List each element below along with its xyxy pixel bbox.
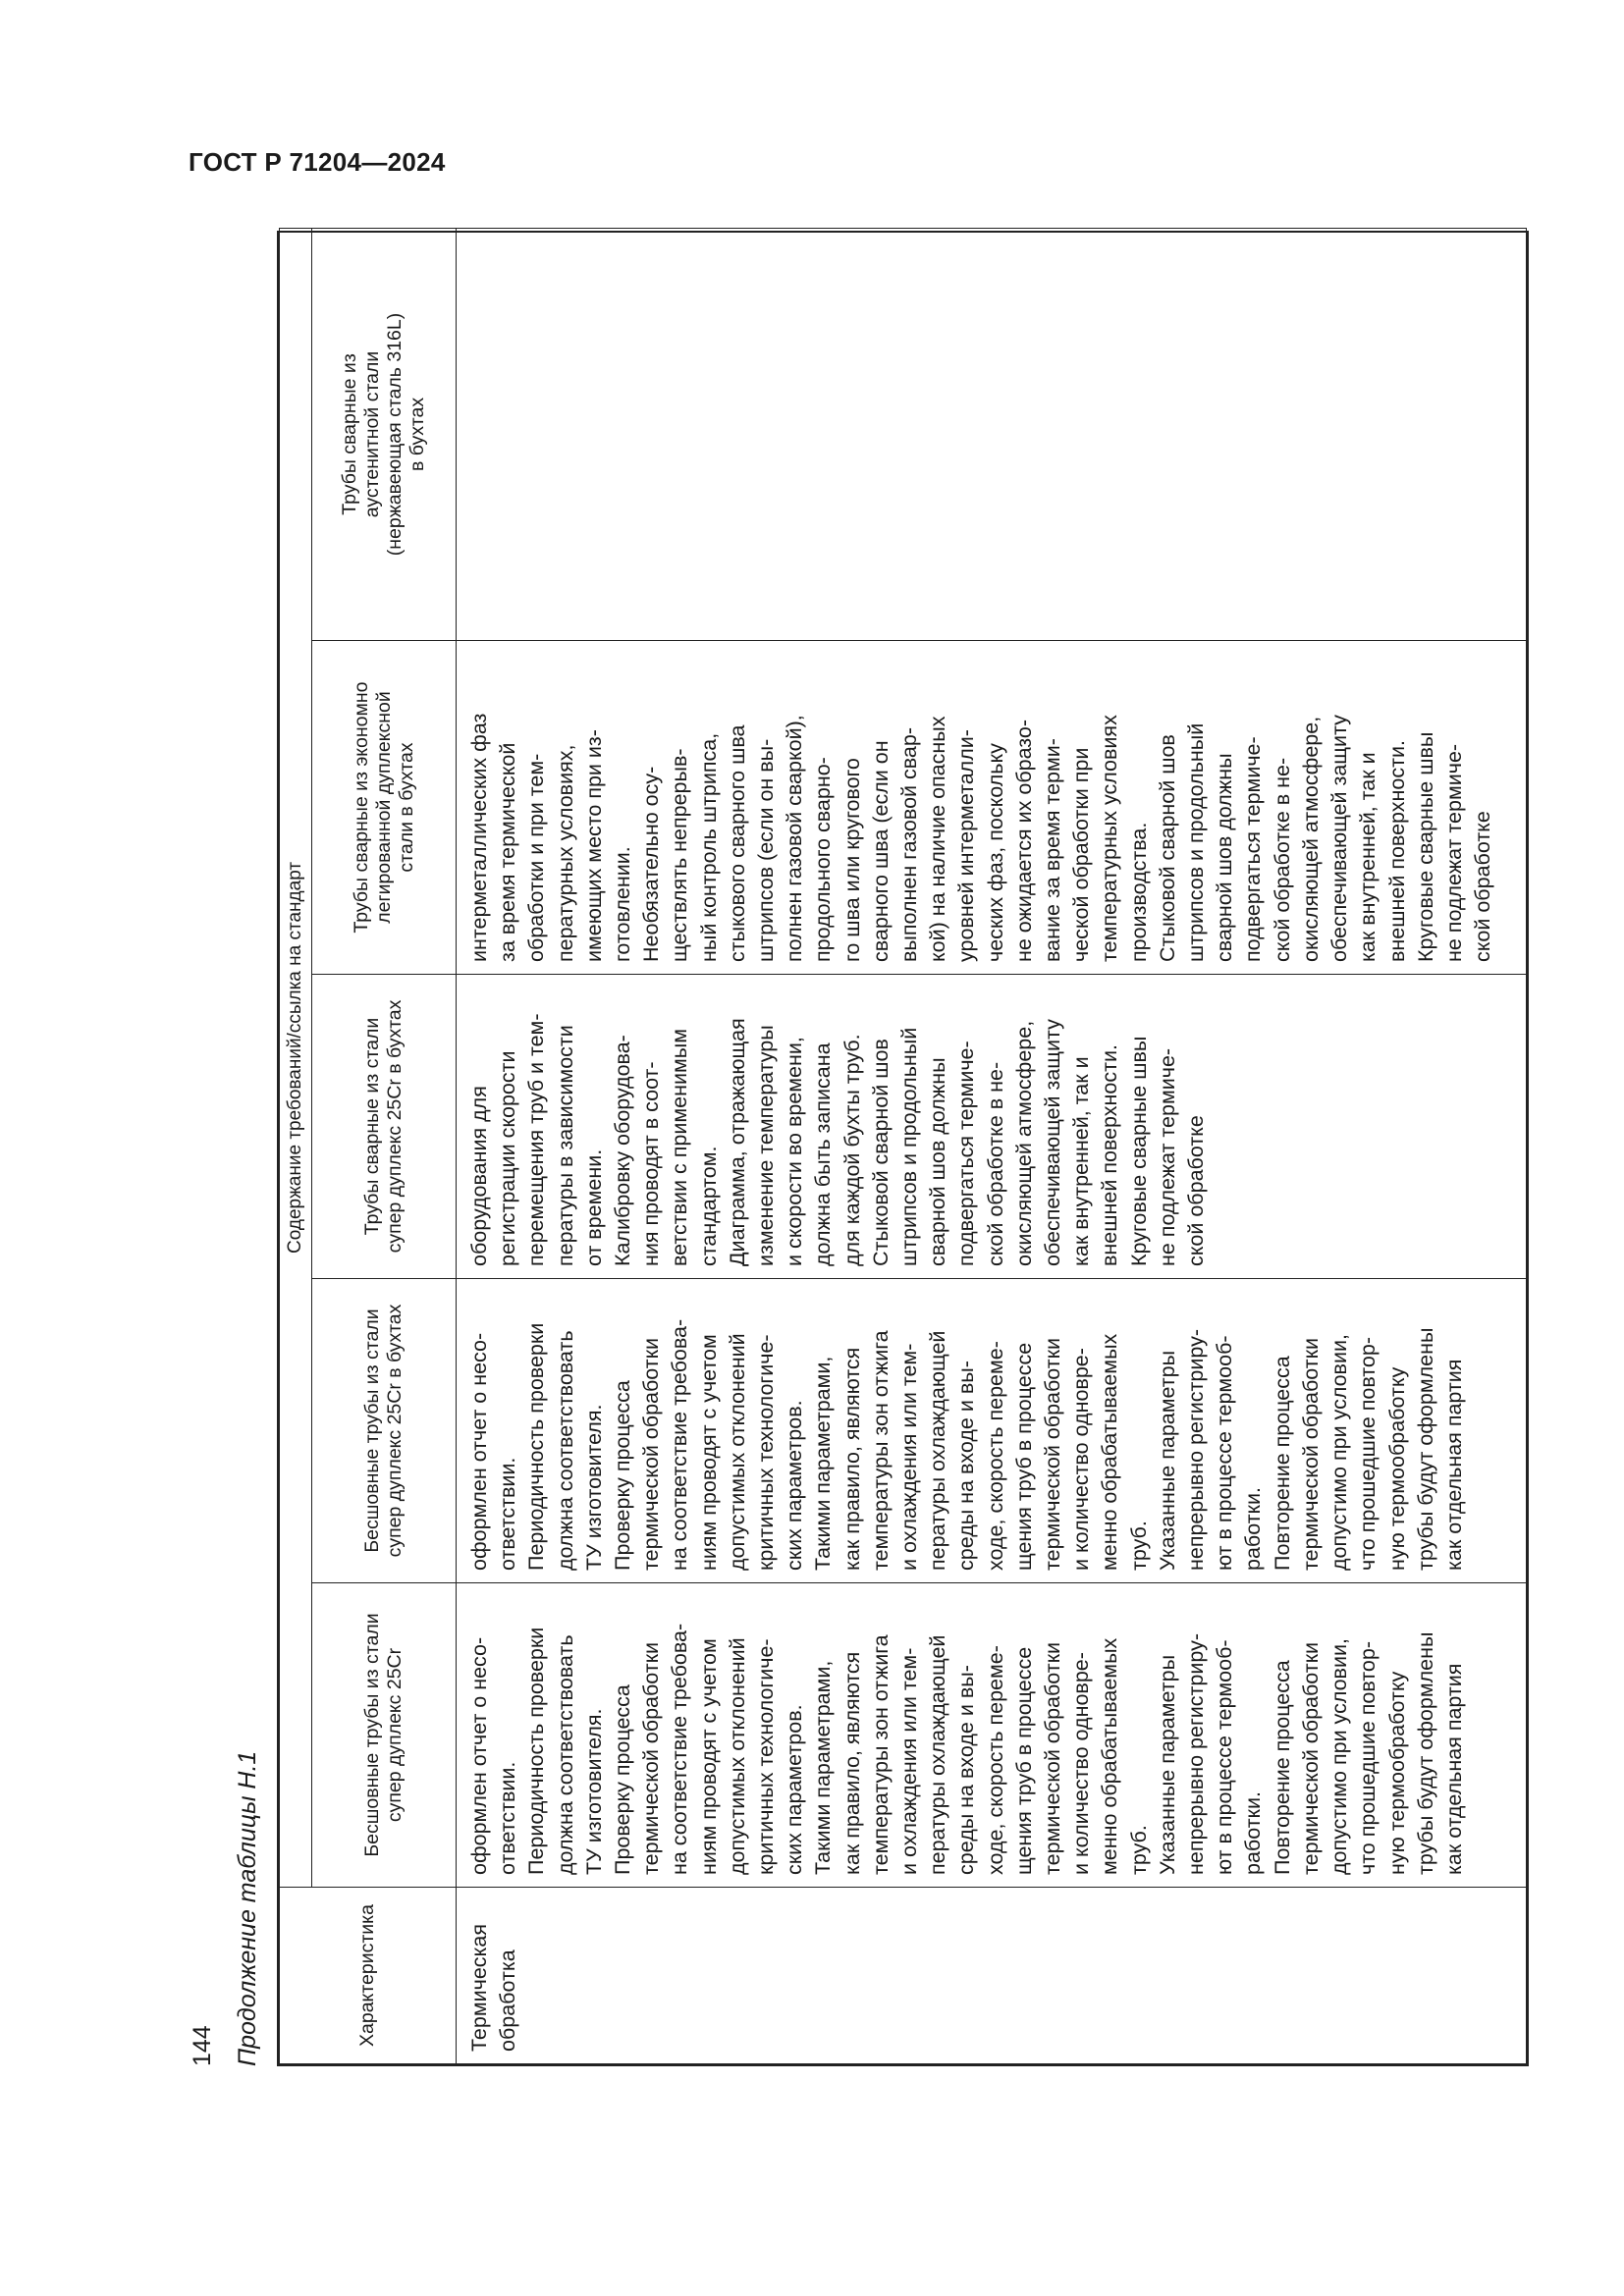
table-header-row-1 — [280, 228, 312, 2063]
column-header-welded-25cr-coils: Трубы сварные из стали супер дуплекс 25Cr в бухтах — [312, 975, 457, 1279]
table-caption: Продолжение таблицы Н.1 — [234, 1750, 261, 2066]
table-header-row-2 — [312, 228, 457, 2063]
table-cell: интерметаллических фаз за время термической обработки и при тем- пературных условиях, имеющих место при из- готовлении. Необязательно осу- ществлять непрерыв- ный контроль штрипса, стыкового сварного шва штрипсов (если он вы- полнен газовой сваркой), продольного сварно- го шва или кругового сварного шва (если он выполнен газовой свар- кой) на наличие опасных уровней интерметалли- ческих фаз, поскольку не ожидается их образо- вание за время терми- ческой обработки при температурных условиях производства. Стыковой сварной шов штрипсов и продольный сварной шов должны подвергаться термиче- ской обработке в не- окисляющей атмосфере, обеспечивающей защиту как внутренней, так и внешней поверхности. Круговые сварные швы не подлежат термиче- ской обработке — [457, 641, 1527, 975]
table-cell: оформлен отчет о несо- ответствии. Периодичность проверки должна соответствовать ТУ изготовителя. Проверку процесса термической обработки на соответствие требова- ниям проводят с учетом допустимых отклонений критичных технологиче- ских параметров. Такими параметрами, как правило, являются температуры зон отжига и охлаждения или тем- пературы охлаждающей среды на входе и вы- ходе, скорость переме- щения труб в процессе термической обработки и количество одновре- менно обрабатываемых труб. Указанные параметры непрерывно регистриру- ют в процессе термооб- работки. Повторение процесса термической обработки допустимо при условии, что прошедшие повтор- ную термообработку трубы будут оформлены как отдельная партия — [457, 1279, 1527, 1583]
group-header: Содержание требований/ссылка на стандарт — [280, 228, 312, 1887]
table-cell — [457, 228, 1527, 640]
column-header-welded-316l-coils: Трубы сварные из аустенитной стали (нержавеющая сталь 316L) в бухтах — [312, 228, 457, 640]
characteristic-cell: Термическая обработка — [457, 1888, 1527, 2064]
column-header-seamless-25cr: Бесшовные трубы из стали супер дуплекс 25Cr — [312, 1583, 457, 1888]
table-grid — [279, 228, 1527, 2064]
column-header-welded-lean-duplex-coils: Трубы сварные из экономно легированной дуплексной стали в бухтах — [312, 641, 457, 975]
page-number: 144 — [189, 2025, 216, 2066]
table-row — [457, 228, 1527, 2063]
rotated-page-content — [189, 231, 1495, 2066]
document-code: ГОСТ Р 71204—2024 — [189, 147, 446, 177]
table-cell: оборудования для регистрации скорости перемещения труб и тем- пературы в зависимости от времени. Калибровку оборудова- ния проводят в соот- ветствии с применимым стандартом. Диаграмма, отражающая изменение температуры и скорости во времени, должна быть записана для каждой бухты труб. Стыковой сварной шов штрипсов и продольный сварной шов должны подвергаться термиче- ской обработке в не- окисляющей атмосфере, обеспечивающей защиту как внутренней, так и внешней поверхности. Круговые сварные швы не подлежат термиче- ской обработке — [457, 975, 1527, 1279]
column-header-seamless-25cr-coils: Бесшовные трубы из стали супер дуплекс 25Cr в бухтах — [312, 1279, 457, 1583]
requirements-table — [277, 231, 1529, 2066]
table-cell: оформлен отчет о несо- ответствии. Периодичность проверки должна соответствовать ТУ изготовителя. Проверку процесса термической обработки на соответствие требова- ниям проводят с учетом допустимых отклонений критичных технологиче- ских параметров. Такими параметрами, как правило, являются температуры зон отжига и охлаждения или тем- пературы охлаждающей среды на входе и вы- ходе, скорость переме- щения труб в процессе термической обработки и количество одновре- менно обрабатываемых труб. Указанные параметры непрерывно регистриру- ют в процессе термооб- работки. Повторение процесса термической обработки допустимо при условии, что прошедшие повтор- ную термообработку трубы будут оформлены как отдельная партия — [457, 1583, 1527, 1888]
characteristic-header: Характеристика — [280, 1888, 457, 2064]
